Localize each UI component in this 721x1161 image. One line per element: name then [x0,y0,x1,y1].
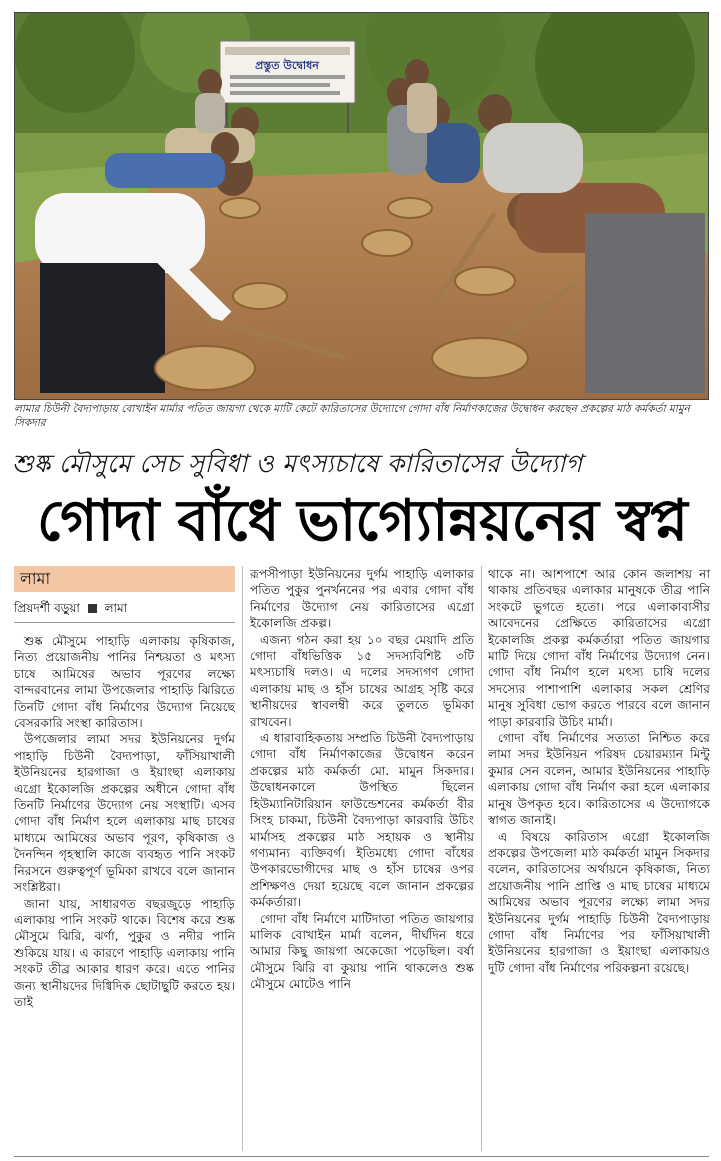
byline [14,600,235,623]
byline-place: লামা [104,601,128,615]
paragraph: শুষ্ক মৌসুমে পাহাড়ি এলাকায় কৃষিকাজ, নিত্য প্রয়োজনীয় পানির নিশ্চয়তা ও মৎস্য চাষে আমিষের অভাব পূরণের লক্ষ্যে বান্দরবানের লামা উপজেলার পাহাড়ি ঝিরিতে তিনটি গোদা বাঁধ নির্মাণের উদ্যোগ নিয়েছে বেসরকারি সংস্থা কারিতাস। [14,634,235,731]
kicker-subheadline: শুষ্ক মৌসুমে সেচ সুবিধা ও মৎস্যচাষে কারিতাসের উদ্যোগ [12,449,583,478]
paragraph: গোদা বাঁধ নির্মাণে মাটিদাতা পতিত জায়গার মালিক বোখাইন মার্মা বলেন, দীর্ঘদিন ধরে আমার কিছু জায়গা অকেজো পড়েছিল। বর্ষা মৌসুমে ঝিরি বা কুয়ায় পানি থাকলেও শুষ্ক মৌসুমে মোটেও পানি [250,911,474,992]
paragraph: জানা যায়, সাধারণত বছরজুড়ে পাহাড়ি এলাকায় পানি সংকট থাকে। বিশেষ করে শুষ্ক মৌসুমে ঝিরি, ঝর্ণা, পুকুর ও নদীর পানি শুকিয়ে যায়। এ কারণে পাহাড়ি এলাকায় পানি সংকট তীব্র আকার ধারণ করে। এতে পানির জন্য স্থানীয়দের দিগ্বিদিক ছোটাছুটি করতে হয়। তাই [14,896,235,1009]
news-photo [14,12,709,400]
article-column-1 [14,566,235,1010]
column-divider [242,566,243,1151]
headline: গোদা বাঁধে ভাগ্যোন্নয়নের স্বপ্ন [36,488,688,554]
paragraph: এজন্য গঠন করা হয় ১০ বছর মেয়াদি প্রতি গোদা বাঁধভিত্তিক ১৫ সদস্যবিশিষ্ট ৩টি মৎস্যচাষি দলও। এ দলের সদস্যগণ গোদা এলাকায় মাছ ও হাঁস চাষের আগ্রহ সৃষ্টি করে স্থানীয়দের স্বাবলম্বী করে তুলতে ভূমিকা রাখবেন। [250,632,474,729]
column-divider [481,566,482,1151]
paragraph: রূপসীপাড়া ইউনিয়নের দুর্গম পাহাড়ি এলাকার পতিত পুকুর পুনর্খননের পর এবার গোদা বাঁধ নির্মাণের উদ্যোগ নেয় কারিতাসের এগ্রো ইকোলজি প্রকল্প। [250,567,474,631]
banner-title: প্রস্তুত উদ্বোধন [255,59,319,72]
square-bullet-icon [88,604,97,613]
byline-name: প্রিয়দর্শী বড়ুয়া [14,601,80,615]
paragraph: এ বিষয়ে কারিতাস এগ্রো ইকোলজি প্রকল্পের উপজেলা মাঠ কর্মকর্তা মামুন সিকদার বলেন, কারিতাসের অর্থায়নে কৃষিকাজ, নিত্য প্রয়োজনীয় পানি প্রাপ্তি ও মাছ চাষের মাধ্যমে আমিষের অভাব পূরণের লক্ষ্যে লামা সদর ইউনিয়নের দুর্গম পাহাড়ি চিউনী বৈদ্যপাড়ায় গোদা বাঁধ নির্মাণের পর ফাঁসিয়াখালী ইউনিয়নের হারগাজা ও ইয়াংছা এলাকায়ও দুটি গোদা বাঁধ নির্মাণের পরিকল্পনা রয়েছে। [488,829,710,975]
bottom-rule [14,1156,709,1157]
paragraph: উপজেলার লামা সদর ইউনিয়নের দুর্গম পাহাড়ি চিউনী বৈদ্যপাড়া, ফাঁসিয়াখালী ইউনিয়নের হারগাজা ও ইয়াংছা এলাকায় এগ্রো ইকোলজি প্রকল্পের অধীনে গোদা বাঁধ তিনটি নির্মাণের উদ্যোগ নেয় সংস্থাটি। এসব গোদা বাঁধ নির্মাণ হলে এলাকায় মাছ চাষের মাধ্যমে আমিষের অভাব পূরণ, কৃষিকাজ ও দৈনন্দিন গৃহস্থালি কাজে ব্যবহৃত পানি সংকট নিরসনে গুরুত্বপূর্ণ ভূমিকা রাখবে বলে জানান সংশ্লিষ্টরা। [14,732,235,895]
dateline: লামা [14,566,235,592]
article-column-3 [488,566,710,976]
paragraph: এ ধারাবাহিকতায় সম্প্রতি চিউনী বৈদ্যপাড়ায় গোদা বাঁধ নির্মাণকাজের উদ্বোধন করেন প্রকল্পের মাঠ কর্মকর্তা মো. মামুন সিকদার। উদ্বোধনকালে উপস্থিত ছিলেন হিউম্যানিটারিয়ান ফাউন্ডেশনের কর্মকর্তা বীর সিংহ চাকমা, চিউনী বৈদ্যপাড়া কারবারি উচিং মার্মাসহ প্রকল্পের মাঠ সহায়ক ও স্থানীয় গণ্যমান্য ব্যক্তিবর্গ। ইতিমধ্যে গোদা বাঁধের উপকারভোগীদের মাছ ও হাঁস চাষের ওপর প্রশিক্ষণও দেয়া হয়েছে বলে জানান প্রকল্পের কর্মকর্তারা। [250,731,474,910]
paragraph: গোদা বাঁধ নির্মাণের সত্যতা নিশ্চিত করে লামা সদর ইউনিয়ন পরিষদ চেয়ারম্যান মিন্টু কুমার সেন বলেন, আমার ইউনিয়নের পাহাড়ি এলাকায় গোদা বাঁধ নির্মাণ করা হলে এলাকার মানুষ উপকৃত হবে। কারিতাসের এ উদ্যোগকে স্বাগত জানাই। [488,731,710,828]
photo-caption: লামার চিউনী বৈদ্যপাড়ায় বোখাইন মার্মার পতিত জায়গা থেকে মাটি কেটে কারিতাসের উদ্যোগে গোদা বাঁধ নির্মাণকাজের উদ্বোধন করছেন প্রকল্পের মাঠ কর্মকর্তা মামুন সিকদার [14,403,690,429]
paragraph: থাকে না। আশপাশে আর কোন জলাশয় না থাকায় প্রতিবছর এলাকার মানুষকে তীব্র পানি সংকটে ভুগতে হতো। পরে এলাকাবাসীর আবেদনের প্রেক্ষিতে কারিতাসের এগ্রো ইকোলজি প্রকল্প কর্মকর্তারা পতিত জায়গার মাটি দিয়ে গোদা বাঁধ নির্মাণের উদ্যোগ নেন। গোদা বাঁধ নির্মাণ হলে মৎস্য চাষি দলের সদস্যের পাশাপাশি এলাকার সকল শ্রেণির মানুষ সুবিধা ভোগ করতে পারবে বলে জানান পাড়া কারবারি উচিং মার্মা। [488,567,710,729]
article-column-2 [250,566,474,993]
